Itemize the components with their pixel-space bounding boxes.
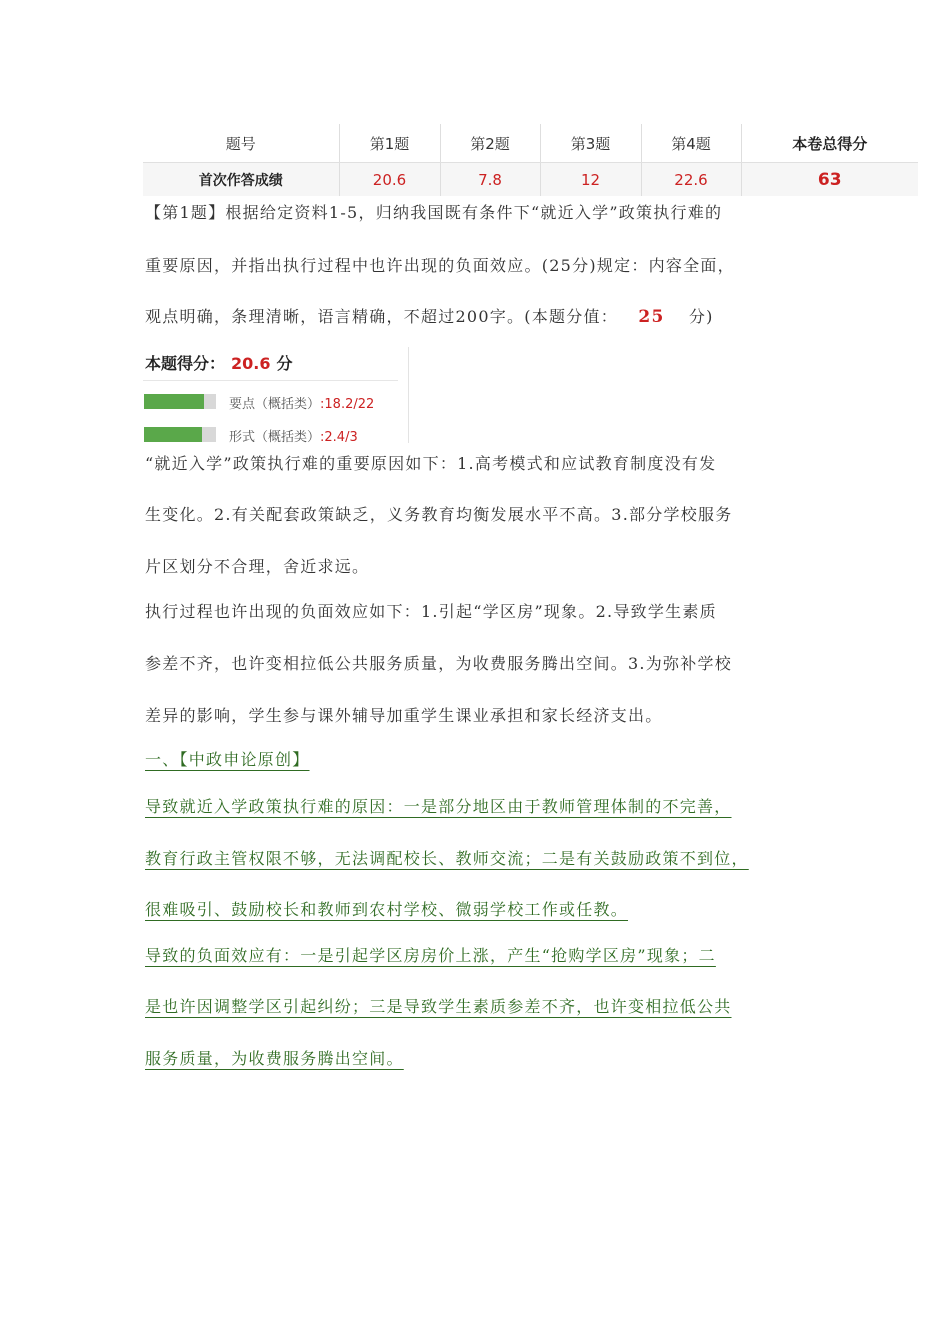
- header-q1: 第1题: [339, 124, 440, 163]
- answer-line-2: 生变化。2.有关配套政策缺乏，义务教育均衡发展水平不高。3.部分学校服务: [145, 505, 733, 524]
- panel-title: [145, 351, 293, 374]
- header-q4: 第4题: [641, 124, 741, 163]
- question-line-2: 重要原因，并指出执行过程中也许出现的负面效应。(25分)规定：内容全面，: [145, 256, 735, 275]
- score-q3: 12: [540, 163, 641, 197]
- question-points-suffix: 分): [688, 307, 714, 326]
- header-q3: 第3题: [540, 124, 641, 163]
- answer-line-1: “就近入学”政策执行难的重要原因如下：1.高考模式和应试教育制度没有发: [145, 454, 717, 473]
- score-table: [143, 124, 918, 196]
- panel-score-unit: 分: [276, 354, 293, 373]
- progress-track: [144, 394, 216, 409]
- panel-score-value: 20.6: [231, 354, 271, 373]
- progress-track: [144, 427, 216, 442]
- header-question-no: 题号: [143, 124, 339, 163]
- header-total: 本卷总得分: [741, 124, 918, 163]
- reference-line-5: 是也许因调整学区引起纠纷；三是导致学生素质参差不齐，也许变相拉低公共: [145, 997, 732, 1016]
- reference-line-6: 服务质量，为收费服务腾出空间。: [145, 1049, 404, 1068]
- score-item-label: 形式（概括类）:2.4/3: [229, 430, 358, 445]
- score-item-score: :2.4/3: [320, 430, 358, 445]
- answer-line-5: 参差不齐，也许变相拉低公共服务质量，为收费服务腾出空间。3.为弥补学校: [145, 654, 733, 673]
- reference-line-2: 教育行政主管权限不够，无法调配校长、教师交流；二是有关鼓励政策不到位，: [145, 849, 749, 868]
- reference-line-3: 很难吸引、鼓励校长和教师到农村学校、微弱学校工作或任教。: [145, 900, 629, 919]
- answer-line-3: 片区划分不合理，舍近求远。: [145, 557, 370, 576]
- row-label: 首次作答成绩: [143, 163, 339, 197]
- panel-title-label: 本题得分：: [145, 354, 226, 373]
- reference-line-4: 导致的负面效应有：一是引起学区房房价上涨，产生“抢购学区房”现象；二: [145, 946, 716, 965]
- question-points-value: 25: [638, 307, 665, 327]
- reference-heading: 一、【中政申论原创】: [145, 750, 310, 769]
- answer-line-4: 执行过程也许出现的负面效应如下：1.引起“学区房”现象。2.导致学生素质: [145, 602, 717, 621]
- score-item-score: :18.2/22: [320, 397, 375, 412]
- score-q2: 7.8: [440, 163, 540, 197]
- progress-fill: [144, 394, 204, 409]
- panel-divider: [143, 380, 398, 381]
- table-row: [143, 163, 918, 197]
- reference-line-1: 导致就近入学政策执行难的原因：一是部分地区由于教师管理体制的不完善，: [145, 797, 732, 816]
- header-q2: 第2题: [440, 124, 540, 163]
- progress-fill: [144, 427, 202, 442]
- score-q4: 22.6: [641, 163, 741, 197]
- score-q1: 20.6: [339, 163, 440, 197]
- answer-line-6: 差异的影响，学生参与课外辅导加重学生课业承担和家长经济支出。: [145, 706, 663, 725]
- question-score-panel: [143, 347, 409, 443]
- table-header-row: [143, 124, 918, 163]
- score-total: 63: [741, 163, 918, 197]
- score-item-label: 要点（概括类）:18.2/22: [229, 397, 375, 412]
- question-line-1: 【第1题】根据给定资料1-5，归纳我国既有条件下“就近入学”政策执行难的: [145, 203, 723, 222]
- question-line-3-text: 观点明确，条理清晰，语言精确，不超过200字。(本题分值：: [145, 307, 619, 326]
- question-line-3: [145, 304, 714, 327]
